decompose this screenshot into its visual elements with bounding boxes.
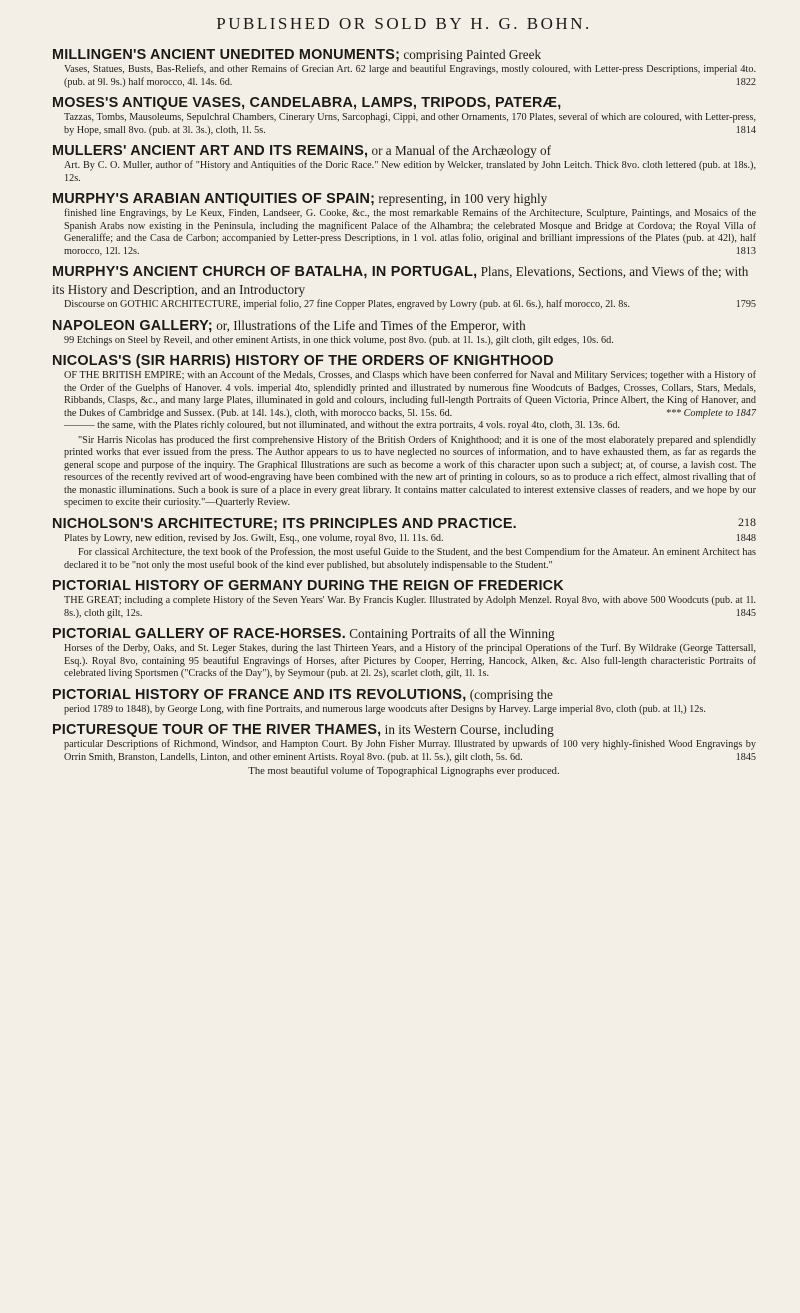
entry-date: 1822 [735, 76, 756, 88]
catalogue-entry-pictorial-germany [52, 577, 756, 620]
entry-lead: comprising Painted Greek [400, 47, 542, 62]
review-quote: "Sir Harris Nicolas has produced the first comprehensive History of the British Orders of Knighthood; and it is one of the most elaborately prepared and splendidly printed works that ever issued from the press. The Author appears to us to have neglected no sources of information, and to have exhausted them, as far as regards the general scope and purpose of the inquiry. The Graphical Illustrations are such as become a work of this character upon such a subject; at, of course, a lavish cost. The resources of the recently revived art of wood-engraving have been combined with the new art of printing in colours, so as to produce a rich effect, almost rivalling that of the monastic illuminations. Such a book is sure of a place in every great library. It contains matter calculated to interest extensive classes of readers, and we hope by our specimen to excite their curiosity."—Quarterly Review. [64, 434, 756, 508]
running-head: PUBLISHED OR SOLD BY H. G. BOHN. [216, 14, 592, 33]
entry-date: 1845 [735, 751, 756, 763]
entry-note: For classical Architecture, the text book of the Profession, the most useful Guide to the Student, and the best Compendium for the Amateur. An eminent Architect has declared it to be "not only the most useful book of the kind ever published, but absolutely indispensable to the Student." [64, 547, 756, 571]
entry-lead: or a Manual of the Archæology of [368, 143, 551, 158]
entry-title: PICTURESQUE TOUR OF THE RIVER THAMES, [52, 722, 382, 738]
entry-lead: representing, in 100 very highly [375, 191, 548, 206]
entry-date: 1845 [735, 607, 756, 619]
catalogue-entry-pictorial-france [52, 686, 756, 717]
catalogue-entry-millingen [52, 46, 756, 89]
entry-date: 1813 [735, 245, 756, 257]
entry-lead: in its Western Course, including [381, 722, 554, 737]
entry-body: THE GREAT; including a complete History of the Seven Years' War. By Francis Kugler. Illustrated by Adolph Menzel. Royal 8vo, with above 500 Woodcuts (pub. at 1l. 8s.), cloth gilt, 12s. 1845 [64, 595, 756, 619]
entry-body: Discourse on GOTHIC ARCHITECTURE, imperial folio, 27 fine Copper Plates, engraved by Lowry (pub. at 6l. 6s.), half morocco, 2l. 8s. 1795 [64, 299, 756, 310]
entry-plates-count: 218 [738, 514, 756, 529]
catalogue-entry-nicolas [52, 352, 756, 510]
entry-body: particular Descriptions of Richmond, Windsor, and Hampton Court. By John Fisher Murray. Illustrated by upwards of 100 very highly-finished Wood Engravings by Orrin Smith, Branston, Landells, Linton, and other eminent Artists. Royal 8vo. (pub. at 1l. 5s.), gilt cloth, 5s. 6d. 1845 [64, 739, 756, 763]
entry-body: Horses of the Derby, Oaks, and St. Leger Stakes, during the last Thirteen Years, and a History of the principal Operations of the Turf. By Wildrake (George Tattersall, Esq.). Royal 8vo, containing 95 beautiful Engravings of Horses, after Pictures by Cooper, Herring, Hancock, Alken, &c. Also full-length characteristic Portraits of celebrated living Sportsmen ("Cracks of the Day"), by Seymour (pub. at 2l. 2s), scarlet cloth, gilt, 1l. 1s. [64, 643, 756, 679]
entry-title: MILLINGEN'S ANCIENT UNEDITED MONUMENTS; [52, 47, 401, 63]
entry-body: Plates by Lowry, new edition, revised by Jos. Gwilt, Esq., one volume, royal 8vo, 1l. 11s. 6d. 1848 [64, 532, 756, 544]
catalogue-entry-napoleon [52, 317, 756, 348]
entry-title: NICHOLSON'S ARCHITECTURE; ITS PRINCIPLES AND PRACTICE. [52, 515, 517, 532]
entry-title: MULLERS' ANCIENT ART AND ITS REMAINS, [52, 143, 369, 159]
entry-date: 1795 [735, 299, 756, 310]
catalogue-entry-pictorial-race-horses [52, 625, 756, 681]
entry-alternate-edition: ——— the same, with the Plates richly coloured, but not illuminated, and without the extra portraits, 4 vols. royal 4to, cloth, 3l. 13s. 6d. [64, 420, 620, 431]
entry-body: Vases, Statues, Busts, Bas-Reliefs, and other Remains of Grecian Art. 62 large and beautiful Engravings, mostly coloured, with Letter-press Descriptions, imperial 4to. (pub. at 9l. 9s.) half morocco, 4l. 14s. 6d. 1822 [64, 64, 756, 88]
footer-note: The most beautiful volume of Topographical Lignographs ever produced. [248, 766, 560, 777]
entry-complete-note: *** Complete to 1847 [665, 407, 756, 419]
catalogue-entry-nicholson [52, 515, 756, 573]
entry-title: MURPHY'S ANCIENT CHURCH OF BATALHA, IN PORTUGAL, [52, 264, 478, 280]
entry-body: Tazzas, Tombs, Mausoleums, Sepulchral Chambers, Cinerary Urns, Sarcophagi, Cippi, and other Ornaments, 170 Plates, several of which are coloured, with Letter-press, by Hope, small 8vo. (pub. at 3l. 3s.), cloth, 1l. 5s. 1814 [64, 112, 756, 136]
entry-lead: Plans, Elevations, Sections, and Views of the; with its History and Description, and an Introductory [52, 264, 749, 297]
entry-date: 1814 [735, 124, 756, 136]
entry-lead: or, Illustrations of the Life and Times of the Emperor, with [212, 317, 526, 333]
catalogue-entry-muller [52, 142, 756, 185]
entry-title: MURPHY'S ARABIAN ANTIQUITIES OF SPAIN; [52, 191, 376, 207]
entry-body: OF THE BRITISH EMPIRE; with an Account of the Medals, Crosses, and Clasps which have been conferred for Naval and Military Services; together with a History of the Order of the Guelphs of Hanover. 4 vols. imperial 4to, splendidly printed and illustrated by numerous fine Woodcuts of Badges, Crosses, Collars, Stars, Medals, Ribbands, Clasps, &c., and many large Plates, illuminated in gold and colours, including full-length Portraits of Queen Victoria, Prince Albert, the King of Hanover, and the Dukes of Cambridge and Sussex. (Pub. at 14l. 14s.), cloth, with morocco backs, 5l. 15s. 6d. *** Complete to 1847 [64, 370, 756, 419]
entry-body: Art. By C. O. Muller, author of "History and Antiquities of the Doric Race." New edition by Welcker, translated by John Leitch. Thick 8vo. cloth lettered (pub. at 18s.), 12s. [64, 160, 756, 184]
entry-title: NICOLAS'S (SIR HARRIS) HISTORY OF THE ORDERS OF KNIGHTHOOD [52, 353, 554, 369]
entry-body: period 1789 to 1848), by George Long, with fine Portraits, and numerous large woodcuts after Designs by Harvey. Large imperial 8vo, cloth (pub. at 1l,) 12s. [64, 703, 706, 715]
catalogue-entry-murphy-arabian [52, 190, 756, 258]
entry-title: MOSES'S ANTIQUE VASES, CANDELABRA, LAMPS, TRIPODS, PATERÆ, [52, 95, 562, 111]
entry-title: PICTORIAL HISTORY OF GERMANY DURING THE REIGN OF FREDERICK [52, 578, 564, 594]
catalogue-entry-picturesque-thames [52, 721, 756, 778]
entry-lead: (comprising the [466, 686, 553, 702]
entry-body: finished line Engravings, by Le Keux, Finden, Landseer, G. Cooke, &c., the most remarkable Remains of the Architecture, Sculpture, Paintings, and Mosaics of the Spanish Arabs now existing in the Peninsula, including the magnificent Palace of the Alhambra; the celebrated Mosque and Bridge at Cordova; the Royal Villa of Generaliffe; and the Casa de Carbon; accompanied by Letter-press Descriptions, in 1 vol. atlas folio, original and brilliant impressions of the Plates (pub. at 42l), half morocco, 12l. 12s. 1813 [64, 208, 756, 257]
catalogue-entry-moses [52, 94, 756, 137]
catalogue-entry-murphy-batalha [52, 263, 756, 312]
entry-lead: Containing Portraits of all the Winning [345, 626, 555, 641]
entry-title: PICTORIAL GALLERY OF RACE-HORSES. [52, 626, 346, 642]
entry-body: 99 Etchings on Steel by Reveil, and other eminent Artists, in one thick volume, post 8vo. (pub. at 1l. 1s.), gilt cloth, gilt edges, 10s. 6d. [64, 334, 614, 346]
entry-title: PICTORIAL HISTORY OF FRANCE AND ITS REVOLUTIONS, [52, 686, 467, 703]
entry-date: 1848 [735, 532, 756, 544]
entry-title: NAPOLEON GALLERY; [52, 317, 213, 334]
